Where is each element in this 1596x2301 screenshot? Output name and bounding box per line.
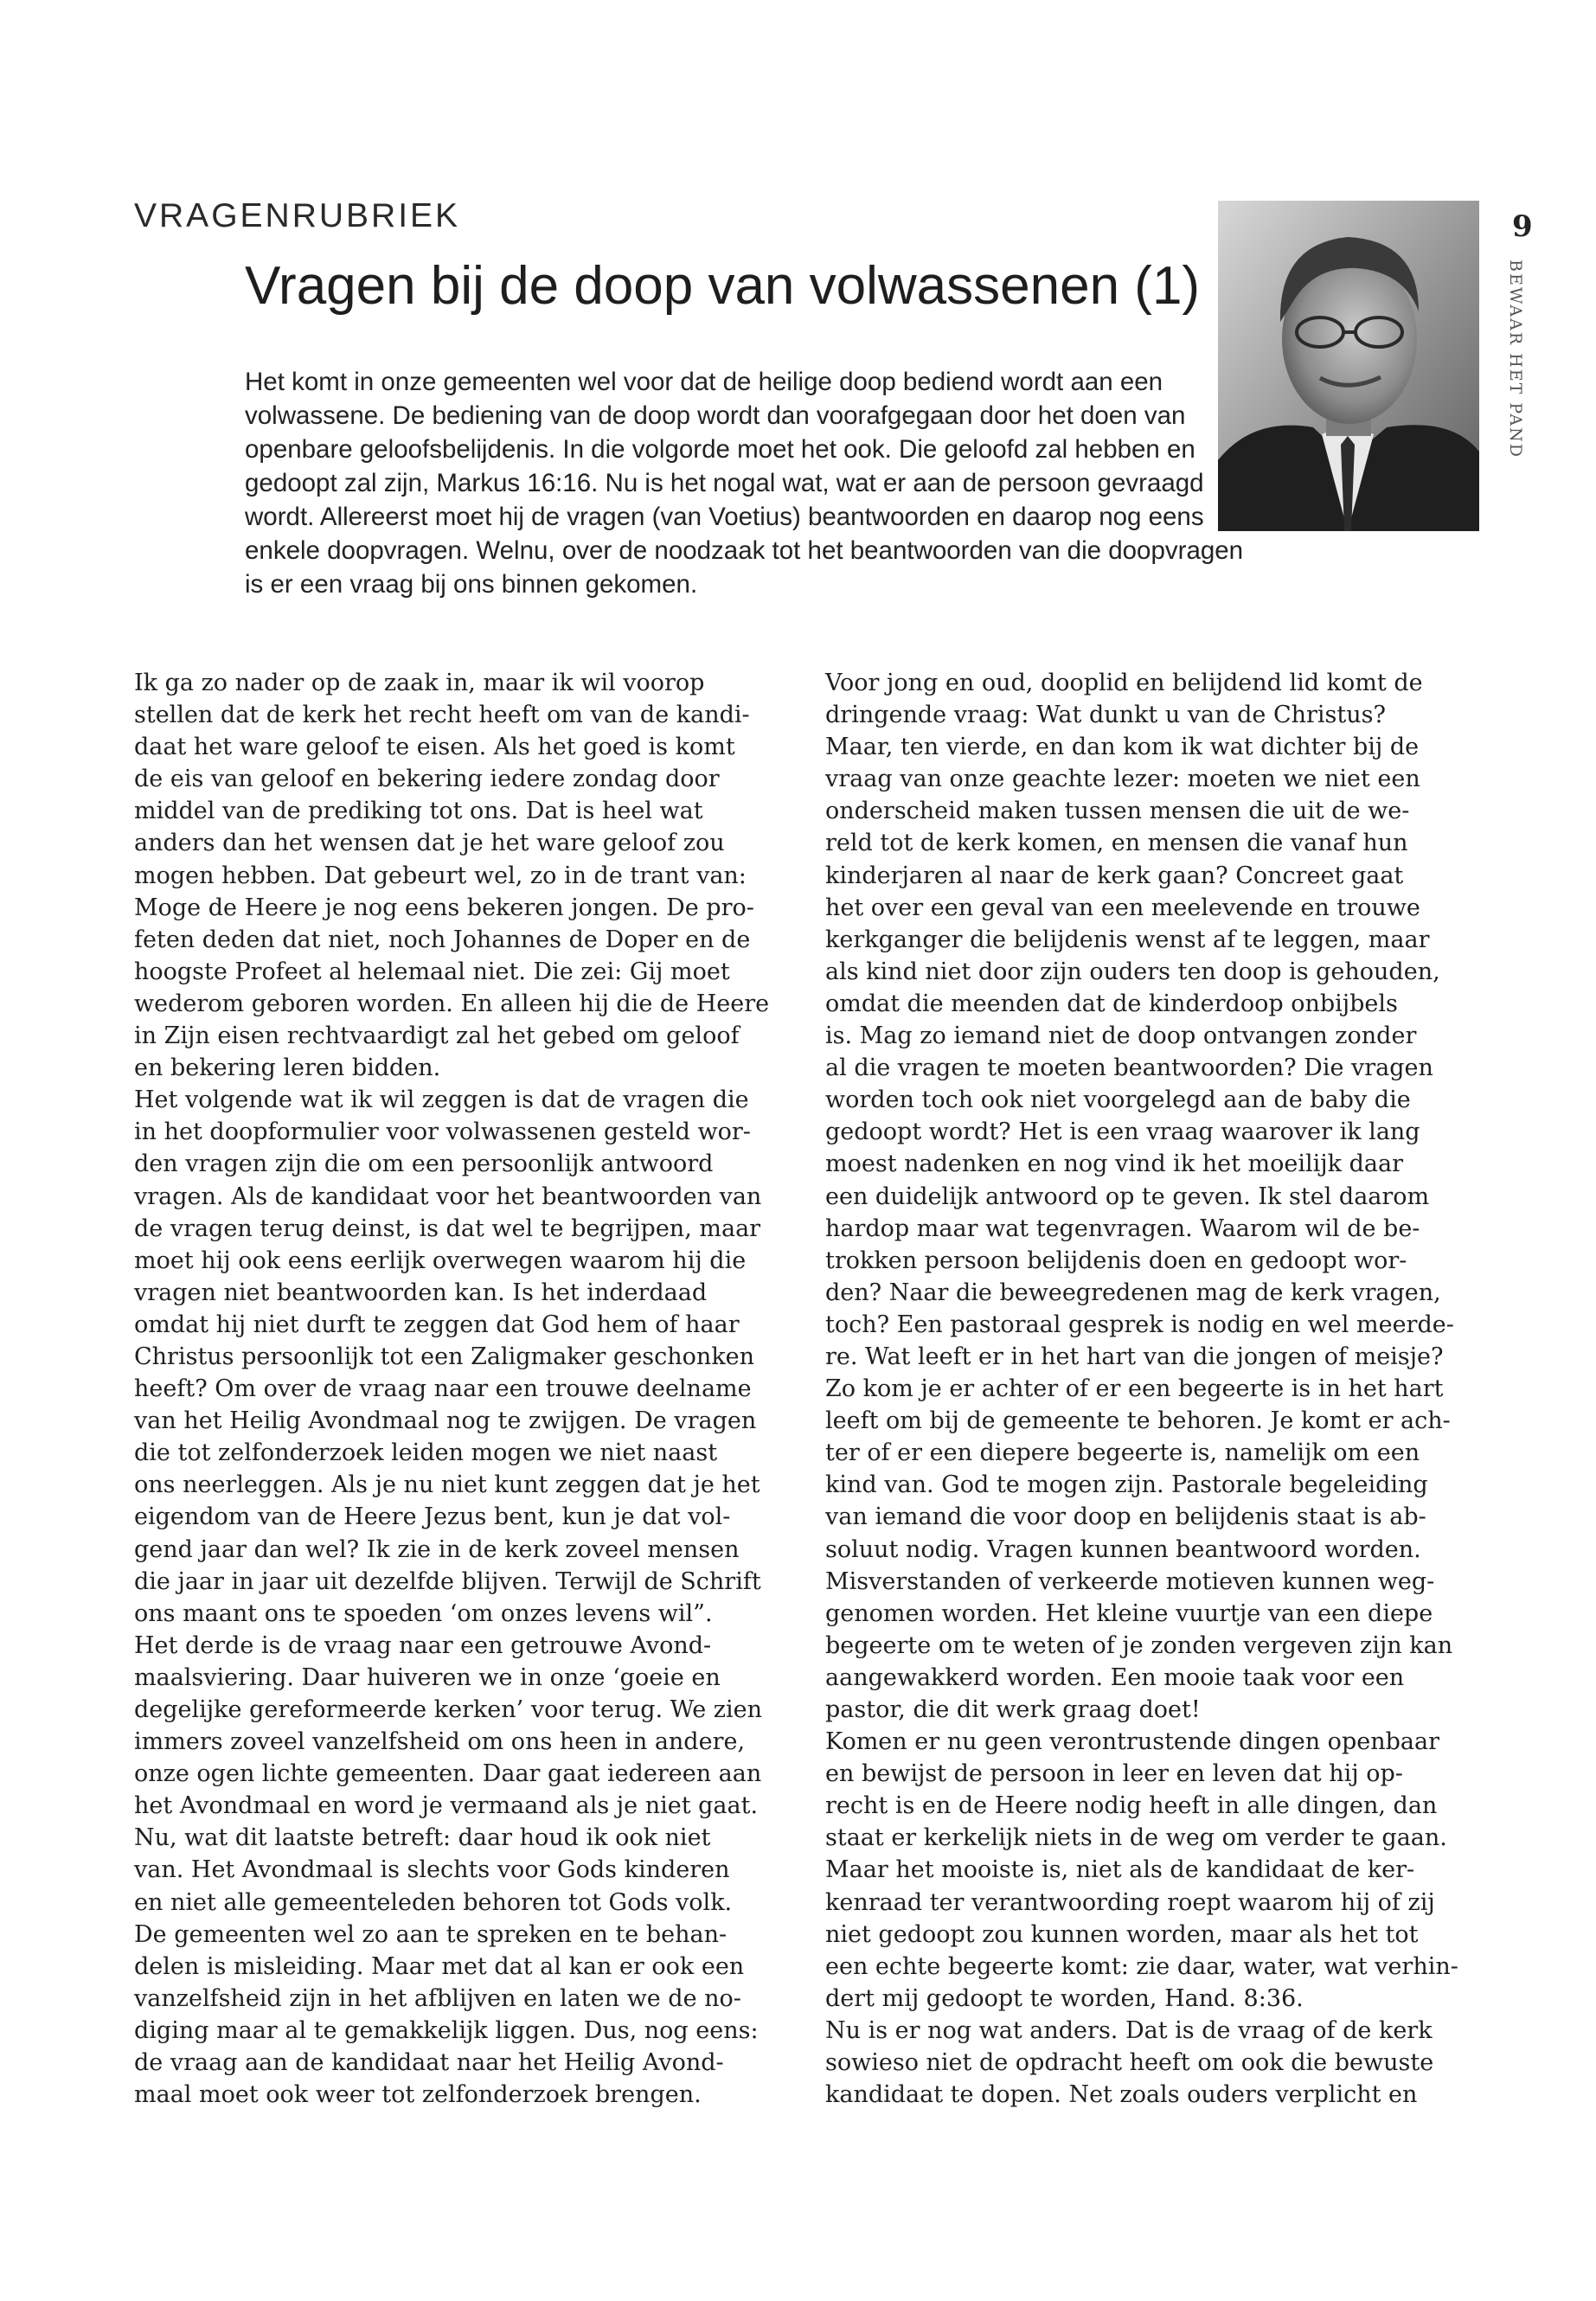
text-line: worden toch ook niet voorgelegd aan de baby die — [825, 1086, 1411, 1114]
text-line: ons maant ons te spoeden ‘om onzes levens wil”. — [134, 1599, 713, 1627]
text-line: trokken persoon belijdenis doen en gedoopt wor- — [825, 1247, 1407, 1274]
text-line: niet gedoopt zou kunnen worden, maar als het tot — [825, 1920, 1419, 1948]
text-line: aangewakkerd worden. Een mooie taak voor een — [825, 1663, 1405, 1691]
text-line: middel van de prediking tot ons. Dat is heel wat — [134, 798, 703, 825]
text-line: die jaar in jaar uit dezelfde blijven. Terwijl de Schrift — [134, 1567, 761, 1595]
text-line: Komen er nu geen verontrustende dingen openbaar — [825, 1728, 1439, 1756]
article-title: Vragen bij de doop van volwassenen (1) — [245, 256, 1201, 316]
text-line: De gemeenten wel zo aan te spreken en te behan- — [134, 1920, 727, 1948]
text-line: eigendom van de Heere Jezus bent, kun je dat vol- — [134, 1503, 731, 1531]
text-line: feten deden dat niet, noch Johannes de Doper en de — [134, 926, 751, 953]
text-line: Nu, wat dit laatste betreft: daar houd ik ook niet — [134, 1824, 711, 1852]
intro-line: wordt. Allereerst moet hij de vragen (van Voetius) beantwoorden en daarop nog eens — [245, 503, 1204, 531]
intro-line: Het komt in onze gemeenten wel voor dat de heilige doop bediend wordt aan een — [245, 368, 1163, 396]
text-line: moest nadenken en nog vind ik het moeilijk daar — [825, 1150, 1403, 1178]
text-line: de eis van geloof en bekering iedere zondag door — [134, 766, 720, 793]
text-line: hardop maar wat tegenvragen. Waarom wil de be- — [825, 1215, 1420, 1242]
left-column — [134, 667, 809, 2111]
text-line: delen is misleiding. Maar met dat al kan er ook een — [134, 1952, 745, 1980]
text-line: Maar het mooiste is, niet als de kandidaat de ker- — [825, 1856, 1415, 1884]
text-line: vragen. Als de kandidaat voor het beantwoorden van — [134, 1183, 762, 1210]
text-line: gend jaar dan wel? Ik zie in de kerk zoveel mensen — [134, 1535, 740, 1563]
author-portrait — [1218, 201, 1479, 531]
text-line: wederom geboren worden. En alleen hij die de Heere — [134, 990, 770, 1017]
text-line: in Zijn eisen rechtvaardigt zal het gebed om geloof — [134, 1022, 740, 1050]
text-line: Nu is er nog wat anders. Dat is de vraag of de kerk — [825, 2016, 1433, 2044]
text-line: kind van. God te mogen zijn. Pastorale begeleiding — [825, 1471, 1428, 1499]
text-line: vraag van onze geachte lezer: moeten we niet een — [825, 766, 1420, 793]
text-line: sowieso niet de opdracht heeft om ook die bewuste — [825, 2049, 1434, 2077]
text-line: gedoopt wordt? Het is een vraag waarover ik lang — [825, 1118, 1420, 1146]
text-line: maalsviering. Daar huiveren we in onze ‘goeie en — [134, 1663, 721, 1691]
section-label: VRAGENRUBRIEK — [134, 197, 461, 234]
text-line: de vragen terug deinst, is dat wel te begrijpen, maar — [134, 1215, 761, 1242]
text-line: die tot zelfonderzoek leiden mogen we niet naast — [134, 1439, 718, 1467]
text-line: kerkganger die belijdenis wenst af te leggen, maar — [825, 926, 1430, 953]
text-line: een echte begeerte komt: zie daar, water, wat verhin- — [825, 1952, 1458, 1980]
text-line: hoogste Profeet al helemaal niet. Die zei: Gij moet — [134, 958, 730, 985]
text-line: onderscheid maken tussen mensen die uit de we- — [825, 798, 1410, 825]
text-line: soluut nodig. Vragen kunnen beantwoord worden. — [825, 1535, 1421, 1563]
text-line: toch? Een pastoraal gesprek is nodig en wel meerde- — [825, 1311, 1454, 1338]
text-line: dringende vraag: Wat dunkt u van de Christus? — [825, 702, 1386, 729]
text-line: diging maar al te gemakkelijk liggen. Dus, nog eens: — [134, 2016, 759, 2044]
text-line: mogen hebben. Dat gebeurt wel, zo in de trant van: — [134, 862, 747, 889]
text-line: leeft om bij de gemeente te behoren. Je komt er ach- — [825, 1407, 1451, 1435]
text-line: Voor jong en oud, dooplid en belijdend lid komt de — [825, 670, 1423, 696]
intro-paragraph — [245, 365, 1244, 601]
text-line: dert mij gedoopt te worden, Hand. 8:36. — [825, 1984, 1304, 2012]
text-line: Christus persoonlijk tot een Zaligmaker geschonken — [134, 1343, 755, 1370]
text-line: kinderjaren al naar de kerk gaan? Concreet gaat — [825, 862, 1404, 889]
text-line: daat het ware geloof te eisen. Als het goed is komt — [134, 734, 735, 761]
text-line: recht is en de Heere nodig heeft in alle dingen, dan — [825, 1792, 1438, 1820]
text-line: ter of er een diepere begeerte is, namelijk om een — [825, 1439, 1420, 1467]
text-line: vanzelfsheid zijn in het afblijven en laten we de no- — [134, 1984, 741, 2012]
text-line: omdat hij niet durft te zeggen dat God hem of haar — [134, 1311, 740, 1338]
text-line: en bewijst de persoon in leer en leven dat hij op- — [825, 1760, 1403, 1788]
text-line: immers zoveel vanzelfsheid om ons heen in andere, — [134, 1728, 746, 1756]
text-line: Het volgende wat ik wil zeggen is dat de vragen die — [134, 1086, 749, 1114]
text-line: en niet alle gemeenteleden behoren tot Gods volk. — [134, 1888, 733, 1916]
intro-line: is er een vraag bij ons binnen gekomen. — [245, 570, 698, 599]
text-line: maal moet ook weer tot zelfonderzoek brengen. — [134, 2081, 702, 2109]
running-head: BEWAAR HET PAND — [1506, 260, 1525, 458]
text-line: Ik ga zo nader op de zaak in, maar ik wil voorop — [134, 670, 705, 696]
text-line: genomen worden. Het kleine vuurtje van een diepe — [825, 1599, 1433, 1627]
text-line: stellen dat de kerk het recht heeft om van de kandi- — [134, 702, 750, 729]
intro-line: gedoopt zal zijn, Markus 16:16. Nu is het nogal wat, wat er aan de persoon gevraagd — [245, 469, 1204, 497]
text-line: van iemand die voor doop en belijdenis staat is ab- — [825, 1503, 1426, 1531]
text-line: is. Mag zo iemand niet de doop ontvangen zonder — [825, 1022, 1417, 1050]
text-line: kenraad ter verantwoording roept waarom hij of zij — [825, 1888, 1435, 1916]
text-line: Misverstanden of verkeerde motieven kunnen weg- — [825, 1567, 1435, 1595]
text-line: den vragen zijn die om een persoonlijk antwoord — [134, 1150, 714, 1178]
text-line: den? Naar die beweegredenen mag de kerk vragen, — [825, 1279, 1441, 1306]
text-line: heeft? Om over de vraag naar een trouwe deelname — [134, 1375, 752, 1403]
text-line: Zo kom je er achter of er een begeerte is in het hart — [825, 1375, 1444, 1403]
text-line: van. Het Avondmaal is slechts voor Gods kinderen — [134, 1856, 730, 1884]
text-line: reld tot de kerk komen, en mensen die vanaf hun — [825, 830, 1408, 857]
text-line: en bekering leren bidden. — [134, 1054, 441, 1082]
text-line: kandidaat te dopen. Net zoals ouders verplicht en — [825, 2081, 1418, 2109]
text-line: vragen niet beantwoorden kan. Is het inderdaad — [134, 1279, 708, 1306]
text-line: omdat die meenden dat de kinderdoop onbijbels — [825, 990, 1398, 1017]
portrait-image — [1218, 201, 1479, 531]
intro-line: openbare geloofsbelijdenis. In die volgorde moet het ook. Die geloofd zal hebben en — [245, 435, 1195, 464]
text-line: de vraag aan de kandidaat naar het Heilig Avond- — [134, 2049, 724, 2077]
text-line: re. Wat leeft er in het hart van die jongen of meisje? — [825, 1343, 1444, 1370]
right-column — [825, 667, 1491, 2111]
text-line: van het Heilig Avondmaal nog te zwijgen. De vragen — [134, 1407, 757, 1435]
intro-line: enkele doopvragen. Welnu, over de noodzaak tot het beantwoorden van die doopvragen — [245, 536, 1244, 565]
text-line: begeerte om te weten of je zonden vergeven zijn kan — [825, 1631, 1453, 1659]
text-line: Maar, ten vierde, en dan kom ik wat dichter bij de — [825, 734, 1420, 761]
text-line: in het doopformulier voor volwassenen gesteld wor- — [134, 1118, 751, 1146]
text-line: anders dan het wensen dat je het ware geloof zou — [134, 830, 725, 857]
text-line: Het derde is de vraag naar een getrouwe Avond- — [134, 1631, 712, 1659]
page-number: 9 — [1512, 209, 1533, 244]
intro-line: volwassene. De bediening van de doop wordt dan voorafgegaan door het doen van — [245, 401, 1186, 430]
text-line: pastor, die dit werk graag doet! — [825, 1696, 1201, 1723]
text-line: degelijke gereformeerde kerken’ voor terug. We zien — [134, 1696, 763, 1723]
text-line: al die vragen te moeten beantwoorden? Die vragen — [825, 1054, 1433, 1082]
text-line: onze ogen lichte gemeenten. Daar gaat iedereen aan — [134, 1760, 762, 1788]
text-line: moet hij ook eens eerlijk overwegen waarom hij die — [134, 1247, 747, 1274]
text-line: het over een geval van een meelevende en trouwe — [825, 894, 1420, 921]
text-line: als kind niet door zijn ouders ten doop is gehouden, — [825, 958, 1440, 985]
text-line: ons neerleggen. Als je nu niet kunt zeggen dat je het — [134, 1471, 760, 1499]
text-line: een duidelijk antwoord op te geven. Ik stel daarom — [825, 1183, 1430, 1210]
text-line: staat er kerkelijk niets in de weg om verder te gaan. — [825, 1824, 1447, 1852]
text-line: het Avondmaal en word je vermaand als je niet gaat. — [134, 1792, 759, 1820]
text-line: Moge de Heere je nog eens bekeren jongen. De pro- — [134, 894, 754, 921]
